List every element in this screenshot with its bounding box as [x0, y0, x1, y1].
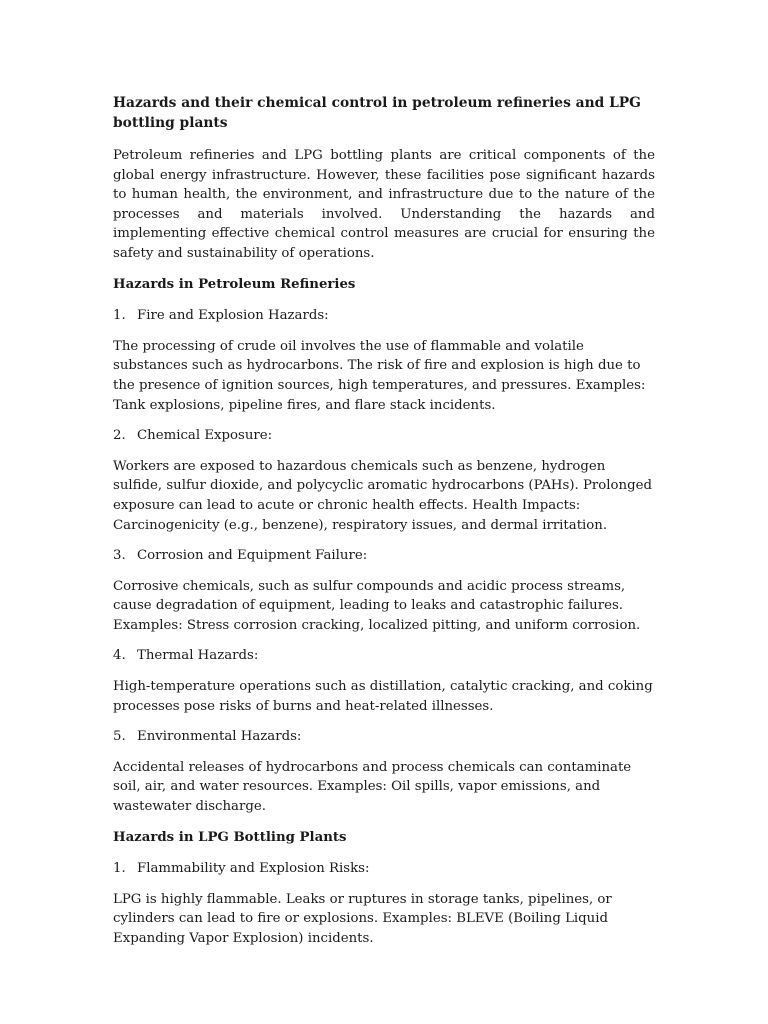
intro-paragraph: Petroleum refineries and LPG bottling plants are critical components of the global energy infrastructure. However, these facilities pose significant hazards to human health, the environment, and infrastructure due to the nature of the processes and materials involved. Understanding the hazards and implementing effective chemical control measures are crucial for ensuring the safety and sustainability of operations. — [113, 148, 655, 261]
list-item-number: 1. — [113, 308, 126, 324]
list-item-label: Environmental Hazards: — [137, 729, 302, 745]
list-item-header — [113, 859, 655, 879]
list-item-text: Corrosive chemicals, such as sulfur compounds and acidic process streams, cause degradation of equipment, leading to leaks and catastrophic failures. Examples: Stress corrosion cracking, localized pitting, and uniform corrosion. — [113, 578, 641, 633]
list-item-header — [113, 646, 655, 666]
list-item-header — [113, 426, 655, 446]
list-item-number: 2. — [113, 428, 126, 444]
list-item-number: 3. — [113, 548, 126, 564]
document-title: Hazards and their chemical control in petroleum refineries and LPG bottling plants — [113, 95, 641, 131]
section-heading-refineries: Hazards in Petroleum Refineries — [113, 276, 356, 292]
list-item-header — [113, 306, 655, 326]
list-item-text: Accidental releases of hydrocarbons and process chemicals can contaminate soil, air, and water resources. Examples: Oil spills, vapor emissions, and wastewater discharge. — [113, 759, 632, 815]
list-item-number: 4. — [113, 648, 126, 664]
list-item-text: Workers are exposed to hazardous chemicals such as benzene, hydrogen sulfide, sulfur dioxide, and polycyclic aromatic hydrocarbons (PAHs). Prolonged exposure can lead to acute or chronic health effects. Health Impacts: Carcinogenicity (e.g., benzene), respiratory issues, and dermal irritation. — [113, 458, 653, 533]
list-item-header — [113, 727, 655, 747]
list-item-label: Corrosion and Equipment Failure: — [137, 548, 368, 564]
list-item-header — [113, 546, 655, 566]
list-item-label: Chemical Exposure: — [137, 428, 273, 444]
list-item-label: Fire and Explosion Hazards: — [137, 308, 329, 324]
list-item-text: LPG is highly flammable. Leaks or ruptures in storage tanks, pipelines, or cylinders can lead to fire or explosions. Examples: BLEVE (Boiling Liquid Expanding Vapor Explosion) incidents. — [113, 891, 612, 946]
list-item-label: Flammability and Explosion Risks: — [137, 861, 370, 877]
list-item-label: Thermal Hazards: — [137, 648, 259, 664]
section-heading-lpg: Hazards in LPG Bottling Plants — [113, 829, 347, 845]
list-item-text: The processing of crude oil involves the use of flammable and volatile substances such as hydrocarbons. The risk of fire and explosion is high due to the presence of ignition sources, high temperatures, and pressures. Examples: Tank explosions, pipeline fires, and flare stack incidents. — [113, 338, 646, 413]
list-item-number: 1. — [113, 861, 126, 877]
list-item-text: High-temperature operations such as distillation, catalytic cracking, and coking processes pose risks of burns and heat-related illnesses. — [113, 679, 653, 714]
list-item-number: 5. — [113, 729, 126, 745]
